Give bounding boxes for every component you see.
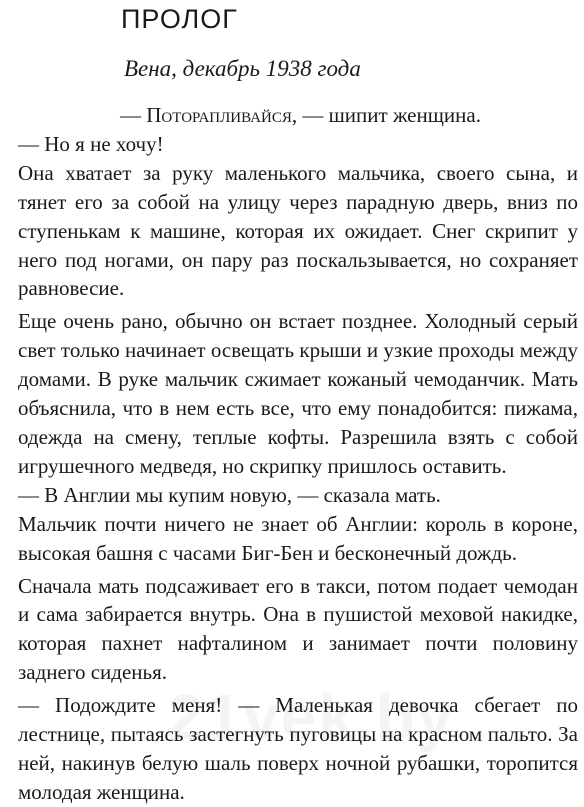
paragraph-3: Она хватает за руку маленького мальчика, своего сына, и тянет его за собой на улицу через парадную дверь, вниз по ступенькам к машине, которая их ожидает. Снег скрипит у него под ногами, он пару раз поскальзывается, но сохраняет равновесие. xyxy=(18,160,578,301)
paragraph-6: Мальчик почти ничего не знает об Англии: король в короне, высокая башня с часами Биг-Бен и бесконечный дождь. xyxy=(18,511,578,565)
watermark xyxy=(168,680,454,754)
smallcaps-word: Поторапливайся xyxy=(146,103,292,127)
paragraph-1 xyxy=(18,101,578,130)
paragraph-2: — Но я не хочу! xyxy=(18,131,164,156)
place-date-subtitle: Вена, декабрь 1938 года xyxy=(124,56,361,81)
first-line-rest: , — шипит женщина. xyxy=(291,103,481,127)
paragraph-7: Сначала мать подсаживает его в такси, потом подает чемодан и сама забирается внутрь. Она в пушистой меховой накидке, которая пахнет нафталином и занимает почти половину заднего сиденья. xyxy=(18,573,578,685)
paragraph-5: — В Англии мы купим новую, — сказала мать. xyxy=(18,482,441,507)
chapter-title: ПРОЛОГ xyxy=(121,4,238,34)
dash: — xyxy=(120,103,147,127)
paragraph-8: — Подождите меня! — Маленькая девочка сбегает по лестнице, пытаясь застегнуть пуговицы на красном пальто. За ней, накинув белую шаль поверх ночной рубашки, торопится молодая женщина. xyxy=(18,693,578,804)
paragraph-4: Еще очень рано, обычно он встает позднее. Холодный серый свет только начинает освещать крыши и узкие проходы между домами. В руке мальчик сжимает кожаный чемоданчик. Мать объяснила, что в нем есть все, что ему понадобится: пижама, одежда на смену, теплые кофты. Разрешила взять с собой игрушечного медведя, но скрипку пришлось оставить. xyxy=(18,309,578,478)
